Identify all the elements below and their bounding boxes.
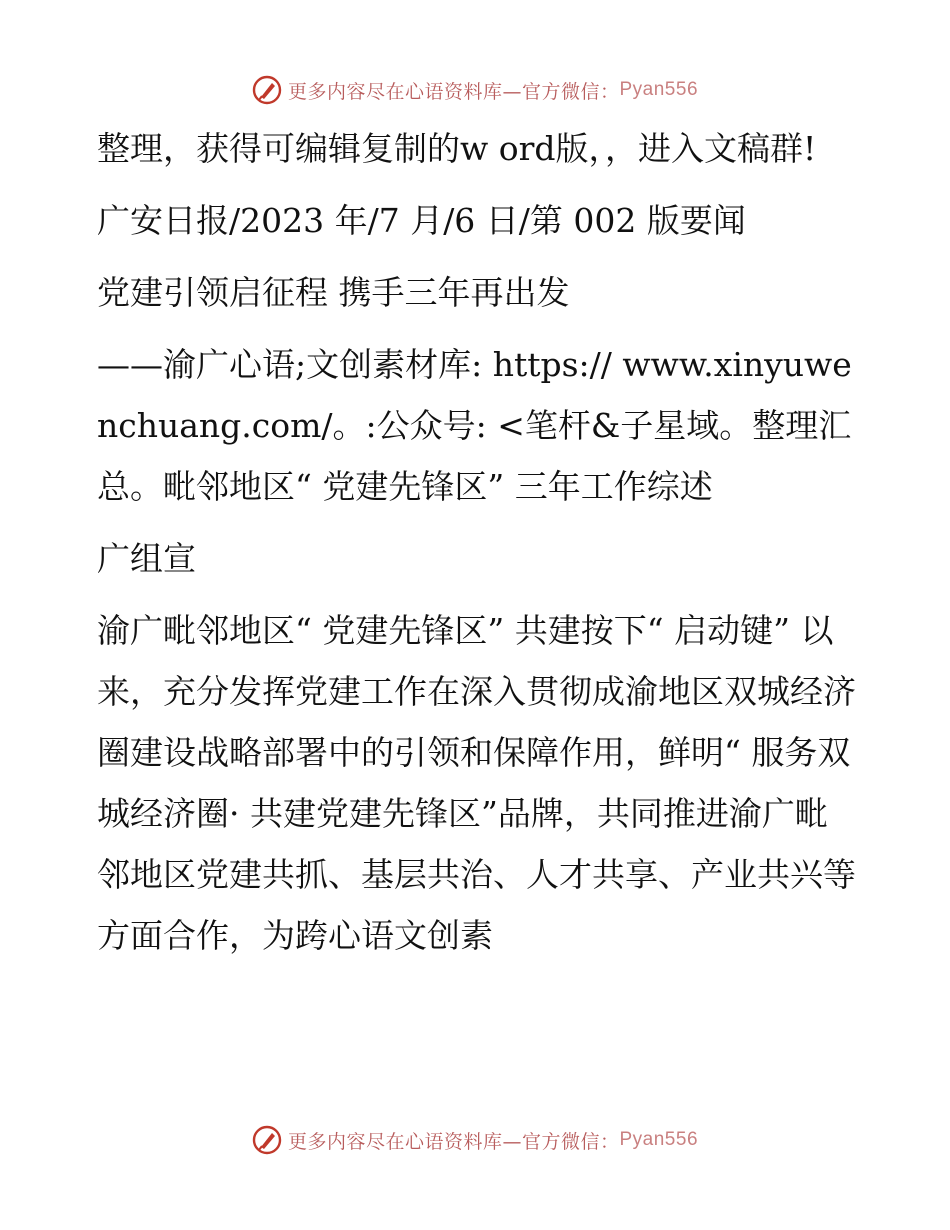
paragraph-3: 党建引领启征程 携手三年再出发 xyxy=(97,273,570,312)
footer-wechat-id: Pyan556 xyxy=(619,1129,699,1150)
quill-pen-logo-icon xyxy=(252,1125,282,1155)
quill-pen-logo-icon xyxy=(252,75,282,105)
footer-banner-text: 更多内容尽在心语资料库—官方微信： xyxy=(287,1130,620,1153)
header-wechat-id: Pyan556 xyxy=(619,79,699,100)
document-body xyxy=(97,118,857,966)
paragraph-6: 渝广毗邻地区“ 党建先锋区” 共建按下“ 启动键” 以来，充分发挥党建工作在深入贯彻成渝地区双城经济圈建设战略部署中的引领和保障作用，鲜明“ 服务双城经济圈· 共建党建先锋区”品牌，共同推进渝广毗邻地区党建共抓、基层共治、人才共享、产业共兴等方面合作，为跨心语文创素 xyxy=(97,611,856,955)
footer-watermark-banner xyxy=(0,1120,950,1160)
header-watermark-banner xyxy=(0,70,950,110)
header-banner-text: 更多内容尽在心语资料库—官方微信： xyxy=(287,80,620,103)
paragraph-2: 广安日报/2023 年/7 月/6 日/第 002 版要闻 xyxy=(97,201,746,240)
paragraph-1: 整理，获得可编辑复制的w ord版，，进入文稿群! xyxy=(97,129,817,168)
paragraph-4: ——渝广心语;文创素材库: https:// www.xinyuwenchuang.com/。:公众号: <笔杆&子星域。整理汇总。毗邻地区“ 党建先锋区” 三年工作综述 xyxy=(97,345,852,506)
paragraph-5: 广组宣 xyxy=(97,539,196,578)
